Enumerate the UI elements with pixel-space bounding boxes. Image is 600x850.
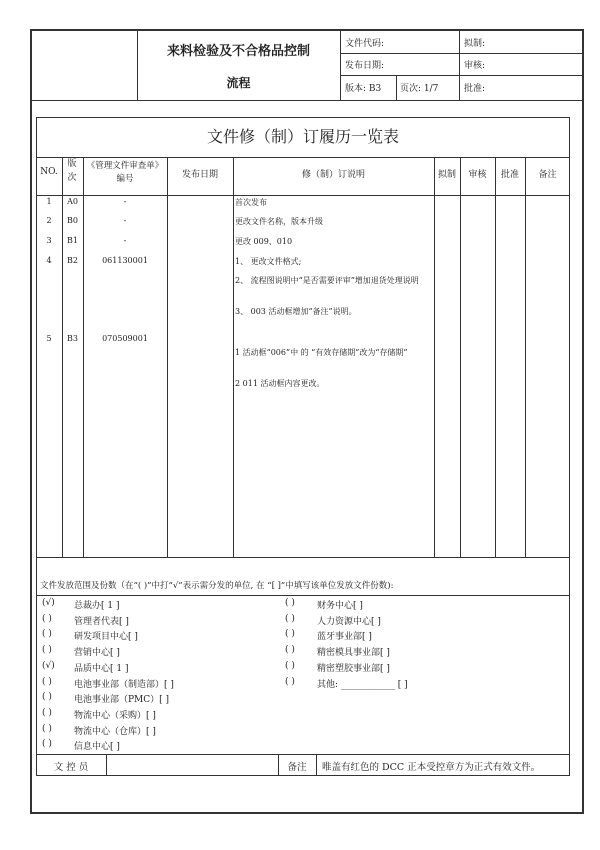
- row-version: B3: [67, 334, 78, 343]
- col-drafted: 拟制: [437, 170, 456, 180]
- col-review-no: 《管理文件审查单》编号: [86, 161, 164, 184]
- distribution-intro: 文件发放范围及份数（在“( )”中打“√”表示需分发的单位, 在 “[ ]”中填写该单位发放文件份数):: [40, 581, 394, 591]
- release-date-label: 发布日期:: [345, 61, 385, 71]
- row-no: 2: [46, 216, 52, 225]
- distribution-checkbox[interactable]: ( ): [42, 613, 52, 624]
- distribution-unit: 物流中心（采购）[ ]: [74, 710, 156, 721]
- distribution-unit: 精密模具事业部[ ]: [317, 648, 390, 659]
- distribution-checkbox[interactable]: ( ): [285, 660, 295, 671]
- distribution-unit: 营销中心[ ]: [74, 648, 120, 659]
- row-version: A0: [67, 197, 78, 206]
- distribution-unit: 其他: ____________ [ ]: [317, 679, 408, 690]
- row-code: -: [123, 197, 127, 206]
- row-no: 3: [46, 236, 52, 245]
- page-label: 页次: 1/7: [400, 84, 439, 94]
- distribution-checkbox[interactable]: ( ): [285, 598, 295, 608]
- distribution-checkbox[interactable]: (√): [42, 598, 55, 608]
- distribution-unit: 精密塑胶事业部[ ]: [317, 663, 390, 674]
- row-code: 061130001: [102, 256, 148, 265]
- row-desc: 3、 003 活动框增加“备注”说明。: [235, 307, 357, 316]
- doc-title: 来料检验及不合格品控制: [166, 44, 310, 59]
- reviewed-label: 审核:: [464, 61, 486, 71]
- row-desc: 2、 流程图说明中“是否需要评审”增加退货处理说明: [235, 276, 419, 285]
- row-desc: 2 011 活动框内容更改。: [235, 379, 325, 388]
- col-date: 发布日期: [181, 170, 218, 180]
- row-no: 5: [46, 334, 52, 343]
- row-version: B0: [67, 216, 78, 225]
- distribution-checkbox[interactable]: ( ): [42, 629, 52, 640]
- row-desc: 1、 更改文件格式;: [235, 257, 302, 266]
- row-code: -: [123, 236, 127, 245]
- row-version: B1: [67, 236, 78, 245]
- row-no: 4: [46, 256, 52, 265]
- distribution-checkbox[interactable]: (√): [42, 660, 55, 671]
- col-reviewed: 审核: [468, 170, 487, 180]
- distribution-unit: 物流中心（仓库）[ ]: [74, 726, 156, 737]
- row-desc: 更改 009、010: [235, 237, 293, 246]
- distribution-unit: 研发项目中心[ ]: [74, 632, 138, 643]
- col-approved: 批准: [500, 170, 519, 180]
- remark-text: 唯盖有红色的 DCC 正本受控章方为正式有效文件。: [322, 762, 541, 773]
- controller-label: 文 控 员: [53, 762, 89, 773]
- distribution-checkbox[interactable]: ( ): [42, 676, 52, 687]
- distribution-unit: 财务中心[ ]: [317, 601, 363, 611]
- row-version: B2: [67, 256, 78, 265]
- doc-title-2: 流程: [226, 76, 251, 90]
- distribution-unit: 电池事业部（PMC）[ ]: [74, 695, 170, 706]
- distribution-checkbox[interactable]: ( ): [285, 613, 295, 624]
- distribution-unit: 信息中心[ ]: [74, 742, 120, 753]
- distribution-checkbox[interactable]: ( ): [285, 645, 295, 656]
- distribution-checkbox[interactable]: ( ): [285, 676, 295, 687]
- row-desc: 1 活动框“006”中 的 “有效存储期”改为“存储期”: [235, 348, 408, 357]
- col-version: 版次: [67, 159, 77, 183]
- col-remark: 备注: [538, 170, 557, 180]
- distribution-unit: 总裁办[ 1 ]: [74, 601, 120, 611]
- distribution-unit: 电池事业部（制造部）[ ]: [74, 679, 174, 690]
- approved-label: 批准:: [464, 84, 486, 94]
- distribution-checkbox[interactable]: ( ): [42, 645, 52, 656]
- distribution-unit: 人力资源中心[ ]: [317, 616, 381, 627]
- remark-label: 备注: [287, 762, 307, 773]
- distribution-checkbox[interactable]: ( ): [42, 692, 52, 703]
- distribution-unit: 管理者代表[ ]: [74, 616, 129, 627]
- version-label: 版本: B3: [345, 84, 382, 94]
- drafted-label: 拟制:: [464, 39, 486, 49]
- row-desc: 更改文件名称，版本升级: [235, 217, 323, 226]
- distribution-checkbox[interactable]: ( ): [42, 739, 52, 750]
- distribution-unit: 蓝牙事业部[ ]: [317, 632, 372, 643]
- col-no: NO.: [40, 167, 58, 177]
- revision-title: 文件修（制）订履历一览表: [206, 127, 399, 146]
- controller-field[interactable]: [108, 756, 276, 774]
- distribution-checkbox[interactable]: ( ): [42, 707, 52, 718]
- col-desc: 修（制）订说明: [301, 170, 365, 180]
- row-code: -: [123, 216, 127, 225]
- distribution-checkbox[interactable]: ( ): [285, 629, 295, 640]
- row-desc: 首次发布: [235, 198, 267, 207]
- row-no: 1: [46, 197, 52, 206]
- distribution-unit: 品质中心[ 1 ]: [74, 663, 129, 674]
- row-code: 070509001: [102, 334, 148, 343]
- doc-code-label: 文件代码:: [345, 39, 385, 49]
- distribution-checkbox[interactable]: ( ): [42, 723, 52, 734]
